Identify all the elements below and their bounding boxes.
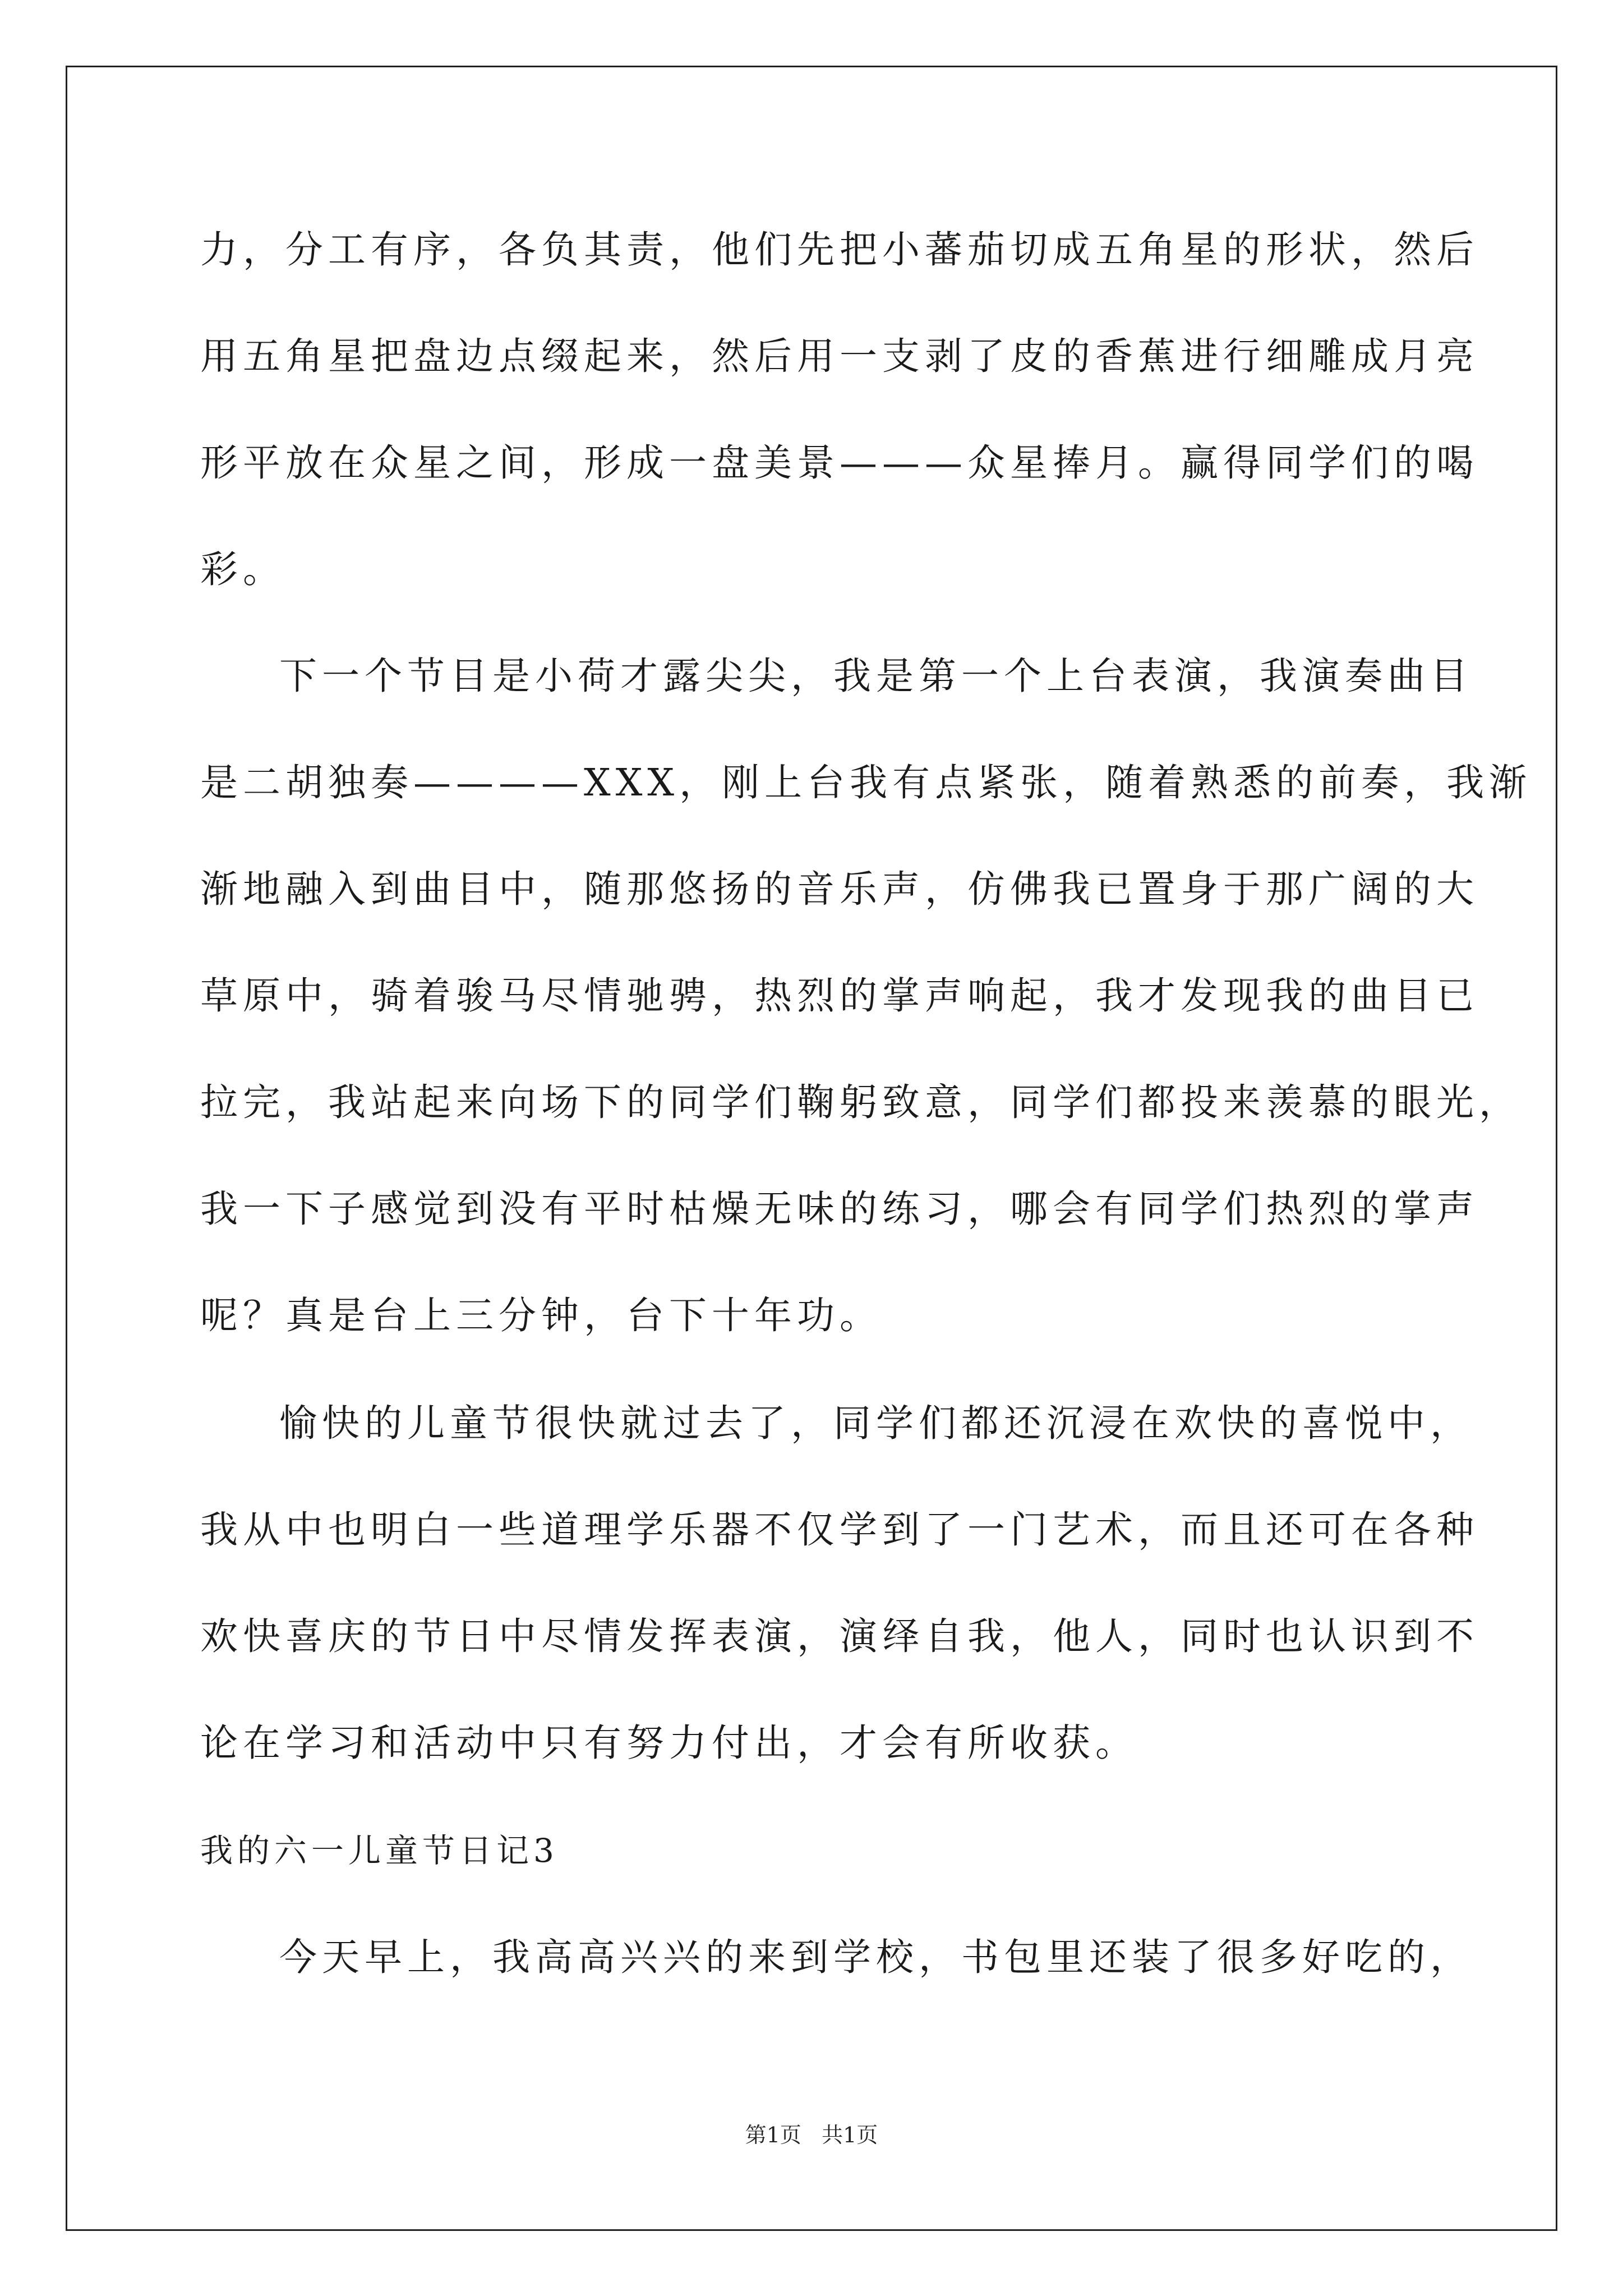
text-line-6: 是二胡独奏————XXX，刚上台我有点紧张，随着熟悉的前奏，我渐 <box>200 761 1532 804</box>
paragraph-start-line-5: 下一个节目是小荷才露尖尖，我是第一个上台表演，我演奏曲目 <box>279 654 1473 698</box>
text-line-3: 形平放在众星之间，形成一盘美景———众星捧月。赢得同学们的喝 <box>200 441 1479 485</box>
text-line-10: 我一下子感觉到没有平时枯燥无味的练习，哪会有同学们热烈的掌声 <box>200 1187 1479 1231</box>
text-line-2: 用五角星把盘边点缀起来，然后用一支剥了皮的香蕉进行细雕成月亮 <box>200 334 1479 378</box>
text-line-15: 论在学习和活动中只有努力付出，才会有所收获。 <box>200 1721 1138 1765</box>
text-line-7: 渐地融入到曲目中，随那悠扬的音乐声，仿佛我已置身于那广阔的大 <box>200 867 1479 911</box>
text-line-11: 呢？真是台上三分钟，台下十年功。 <box>200 1294 882 1337</box>
paragraph-start-line-12: 愉快的儿童节很快就过去了，同学们都还沉浸在欢快的喜悦中， <box>279 1401 1473 1445</box>
page-border <box>66 66 1557 2231</box>
text-line-13: 我从中也明白一些道理学乐器不仅学到了一门艺术，而且还可在各种 <box>200 1508 1479 1552</box>
text-line-9: 拉完，我站起来向场下的同学们鞠躬致意，同学们都投来羡慕的眼光， <box>200 1080 1521 1124</box>
text-line-8: 草原中，骑着骏马尽情驰骋，热烈的掌声响起，我才发现我的曲目已 <box>200 974 1479 1018</box>
section-heading: 我的六一儿童节日记3 <box>200 1832 559 1870</box>
text-line-14: 欢快喜庆的节日中尽情发挥表演，演绎自我，他人，同时也认识到不 <box>200 1614 1479 1658</box>
text-line-1: 力，分工有序，各负其责，他们先把小蕃茄切成五角星的形状，然后 <box>200 228 1479 272</box>
page-footer: 第1页 共1页 <box>745 2123 878 2147</box>
paragraph-start-line-17: 今天早上，我高高兴兴的来到学校，书包里还装了很多好吃的， <box>279 1935 1473 1979</box>
text-line-4: 彩。 <box>200 547 285 591</box>
